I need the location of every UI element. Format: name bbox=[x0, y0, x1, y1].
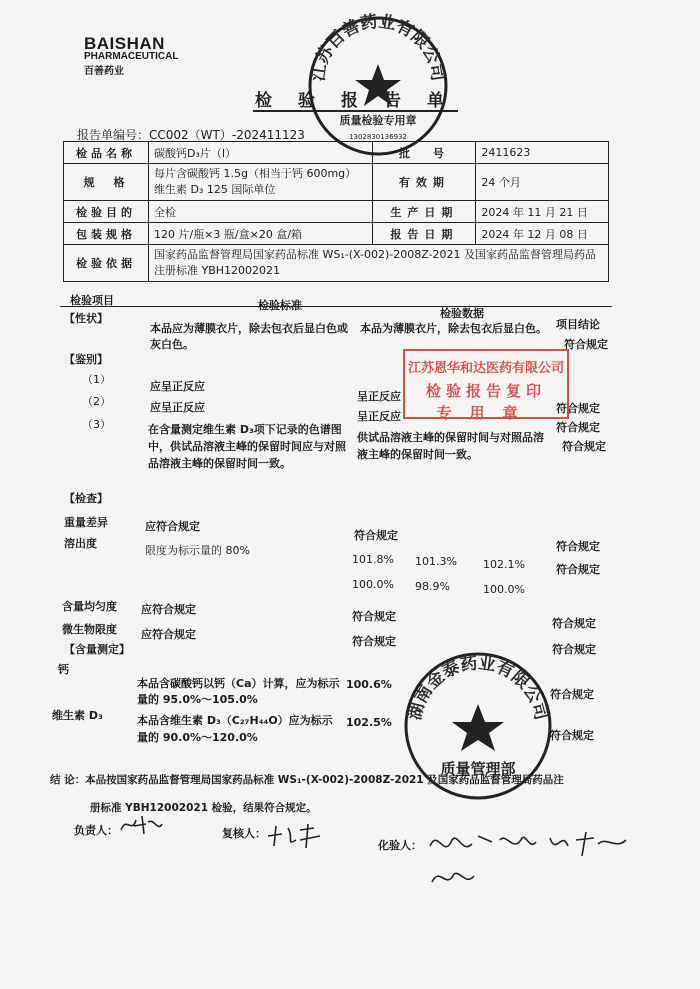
brand-logo-cn: 百善药业 bbox=[84, 66, 124, 77]
conclusion-line-2: 册标准 YBH12002021 检验，结果符合规定。 bbox=[90, 802, 317, 814]
bottom-seal-ring-text: 湖南金泰药业有限公司 bbox=[405, 653, 551, 723]
basis-value: 国家药品监督管理局国家药品标准 WS₁-(X-002)-2008Z-2021 及国家药品监督管理局药品注册标准 YBH12002021 bbox=[149, 245, 609, 282]
id3-conclusion-a: 符合规定 bbox=[556, 421, 600, 434]
report-date: 2024 年 12 月 08 日 bbox=[476, 223, 609, 245]
vd-standard: 本品含维生素 D₃（C₂₇H₄₄O）应为标示量的 90.0%～120.0% bbox=[137, 714, 333, 744]
red-copy-seal bbox=[403, 349, 569, 422]
vd-label: 维生素 D₃ bbox=[52, 709, 103, 722]
trait-data: 本品为薄膜衣片，除去包衣后显白色。 bbox=[360, 322, 547, 335]
uniformity-data: 符合规定 bbox=[352, 610, 396, 623]
micro-standard: 应符合规定 bbox=[141, 628, 196, 641]
id3-data: 供试品溶液主峰的保留时间与对照品溶液主峰的保留时间一致。 bbox=[357, 431, 544, 461]
spec-label: 规 格 bbox=[64, 164, 149, 201]
bottom-seal-center-text: 质量管理部 bbox=[440, 760, 516, 778]
reviewer-signature bbox=[264, 820, 324, 852]
expiry-label: 有效期 bbox=[373, 164, 476, 201]
id1-standard: 应呈正反应 bbox=[150, 380, 205, 393]
dissolution-value-1: 101.8% bbox=[352, 553, 394, 566]
tester-signature bbox=[426, 826, 636, 894]
dissolution-conclusion: 符合规定 bbox=[556, 563, 600, 576]
brand-logo-sub: PHARMACEUTICAL bbox=[84, 51, 179, 62]
col-item: 检验项目 bbox=[70, 294, 114, 307]
col-conclusion: 项目结论 bbox=[556, 318, 600, 331]
top-seal-ring-text: 江苏百善药业有限公司 bbox=[308, 12, 448, 83]
uniformity-label: 含量均匀度 bbox=[62, 600, 117, 613]
dissolution-value-3: 102.1% bbox=[483, 558, 525, 571]
purpose-label: 检验目的 bbox=[64, 201, 149, 223]
id2-data: 呈正反应 bbox=[357, 410, 401, 423]
section-traits: 【性状】 bbox=[64, 312, 108, 325]
dissolution-standard: 限度为标示量的 80% bbox=[145, 544, 250, 557]
spec-line-2: 维生素 D₃ 125 国际单位 bbox=[154, 183, 276, 196]
weight-conclusion: 符合规定 bbox=[556, 540, 600, 553]
top-company-seal bbox=[304, 12, 452, 160]
dissolution-label: 溶出度 bbox=[64, 537, 97, 550]
weight-label: 重量差异 bbox=[64, 516, 108, 529]
weight-standard: 应符合规定 bbox=[145, 520, 200, 533]
responsible-signature bbox=[118, 812, 164, 838]
trait-standard: 本品应为薄膜衣片，除去包衣后显白色或灰白色。 bbox=[150, 322, 348, 351]
bottom-company-seal bbox=[400, 648, 556, 804]
ca-standard: 本品含碳酸钙以钙（Ca）计算，应为标示量的 95.0%～105.0% bbox=[137, 677, 340, 706]
dissolution-value-4: 100.0% bbox=[352, 578, 394, 591]
micro-label: 微生物限度 bbox=[62, 623, 117, 636]
ca-data: 100.6% bbox=[346, 678, 392, 691]
col-standard: 检验标准 bbox=[258, 299, 302, 312]
micro-data: 符合规定 bbox=[352, 635, 396, 648]
id3-conclusion-b: 符合规定 bbox=[562, 440, 606, 453]
spec-value bbox=[149, 164, 373, 201]
batch-label: 批 号 bbox=[373, 142, 476, 164]
dissolution-value-5: 98.9% bbox=[415, 580, 450, 593]
red-seal-line-2: 检验报告复印 bbox=[425, 382, 546, 400]
pack-value: 120 片/瓶×3 瓶/盒×20 盒/箱 bbox=[149, 223, 373, 245]
mfg-label: 生产日期 bbox=[373, 201, 476, 223]
reviewer-label: 复核人： bbox=[222, 827, 266, 840]
section-assay: 【含量测定】 bbox=[64, 643, 130, 656]
id3-standard: 在含量测定维生素 D₃项下记录的色谱图中，供试品溶液主峰的保留时间应与对照品溶液主峰的保留时间一致。 bbox=[148, 423, 346, 470]
name-label: 检品名称 bbox=[64, 142, 149, 164]
id1-data: 呈正反应 bbox=[357, 390, 401, 403]
micro-conclusion: 符合规定 bbox=[552, 643, 596, 656]
uniformity-conclusion: 符合规定 bbox=[552, 617, 596, 630]
vd-conclusion: 符合规定 bbox=[550, 729, 594, 742]
expiry-value: 24 个月 bbox=[476, 164, 609, 201]
report-number: 报告单编号：CC002（WT）-202411123 bbox=[77, 128, 305, 142]
weight-data: 符合规定 bbox=[354, 529, 398, 542]
vd-data: 102.5% bbox=[346, 716, 392, 729]
product-name: 碳酸钙D₃片（Ⅰ） bbox=[149, 142, 373, 164]
header-divider bbox=[60, 306, 612, 307]
col-data: 检验数据 bbox=[440, 307, 484, 320]
info-table bbox=[63, 141, 609, 282]
tester-label: 化验人： bbox=[378, 839, 422, 852]
responsible-label: 负责人： bbox=[74, 824, 118, 837]
id3-number: （3） bbox=[82, 418, 111, 431]
dissolution-value-2: 101.3% bbox=[415, 555, 457, 568]
section-identification: 【鉴别】 bbox=[64, 353, 108, 366]
ca-label: 钙 bbox=[58, 663, 69, 676]
purpose-value: 全检 bbox=[149, 201, 373, 223]
top-seal-center-text: 质量检验专用章 bbox=[339, 114, 417, 127]
conclusion-line-1: 结 论：本品按国家药品监督管理局国家药品标准 WS₁-(X-002)-2008Z-2021 及国家药品监督管理局药品注 bbox=[50, 774, 564, 786]
pack-label: 包装规格 bbox=[64, 223, 149, 245]
uniformity-standard: 应符合规定 bbox=[141, 603, 196, 616]
id2-standard: 应呈正反应 bbox=[150, 401, 205, 414]
red-seal-line-1: 江苏恩华和达医药有限公司 bbox=[407, 361, 564, 376]
id2-conclusion: 符合规定 bbox=[556, 402, 600, 415]
id2-number: （2） bbox=[82, 395, 111, 408]
top-seal-number: 1302830136932 bbox=[349, 133, 407, 141]
page-title: 检验报告单 bbox=[255, 91, 470, 111]
id1-number: （1） bbox=[82, 373, 111, 386]
basis-label: 检验依据 bbox=[64, 245, 149, 282]
report-date-label: 报告日期 bbox=[373, 223, 476, 245]
ca-conclusion: 符合规定 bbox=[550, 688, 594, 701]
brand-logo: BAISHAN bbox=[84, 34, 165, 53]
section-check: 【检查】 bbox=[64, 492, 108, 505]
dissolution-value-6: 100.0% bbox=[483, 583, 525, 596]
spec-line-1: 每片含碳酸钙 1.5g（相当于钙 600mg） bbox=[154, 167, 357, 180]
mfg-date: 2024 年 11 月 21 日 bbox=[476, 201, 609, 223]
red-seal-line-3: 专用章 bbox=[436, 404, 536, 422]
trait-conclusion: 符合规定 bbox=[564, 338, 608, 351]
batch-number: 2411623 bbox=[476, 142, 609, 164]
